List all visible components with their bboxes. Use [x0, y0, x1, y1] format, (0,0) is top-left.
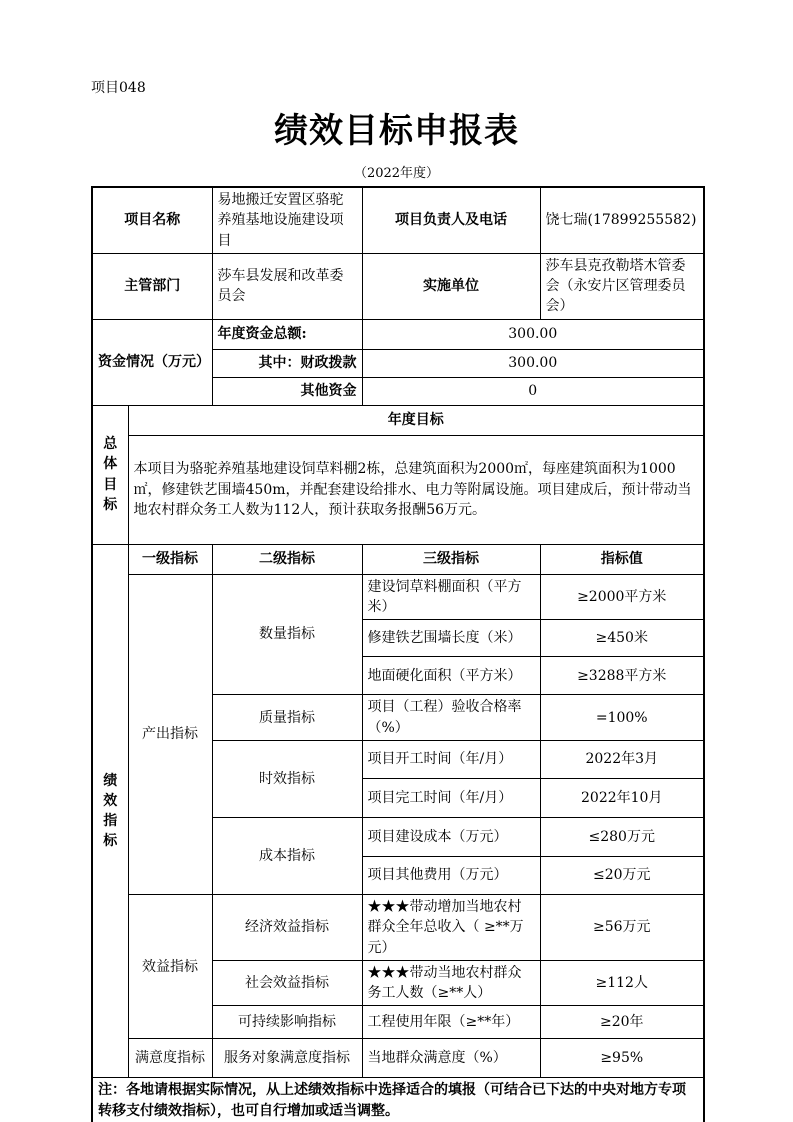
indicator-value-cell: ≤20万元: [540, 856, 704, 894]
col-header-level2: 二级指标: [212, 544, 362, 574]
overall-goal-label-line2: 目标: [103, 476, 118, 514]
performance-indicators-label-line2: 指标: [103, 813, 118, 850]
indicator-name-cell: ★★★带动增加当地农村群众全年总收入（ ≥**万元）: [362, 894, 540, 960]
level2-timeliness-cell: 时效指标: [212, 740, 362, 817]
level2-quality-cell: 质量指标: [212, 695, 362, 741]
indicator-name-cell: 工程使用年限（≥**年）: [362, 1006, 540, 1039]
page-title: 绩效目标申报表: [274, 111, 519, 151]
row-overall-goal-text: [92, 435, 704, 544]
row-dept: [92, 253, 704, 319]
level1-output-cell: 产出指标: [128, 574, 212, 894]
page-subtitle: （2022年度）: [353, 166, 440, 181]
indicator-name-cell: 项目其他费用（万元）: [362, 856, 540, 894]
performance-indicators-label-line1: 绩效: [103, 772, 118, 809]
funding-other-label: 其他资金: [212, 377, 362, 405]
funding-total-label: 年度资金总额:: [212, 319, 362, 349]
row-funding-total: [92, 319, 704, 349]
indicator-value-cell: ≥2000平方米: [540, 574, 704, 620]
row-annual-goal-header: [92, 405, 704, 435]
level2-social-cell: 社会效益指标: [212, 960, 362, 1006]
indicator-name-cell: 地面硬化面积（平方米）: [362, 657, 540, 695]
indicator-name-cell: 建设饲草料棚面积（平方米）: [362, 574, 540, 620]
level1-satisfaction-cell: 满意度指标: [128, 1039, 212, 1078]
funding-fiscal-label: 其中：财政拨款: [212, 349, 362, 377]
project-name-label: 项目名称: [92, 187, 212, 253]
project-name-value: 易地搬迁安置区骆驼养殖基地设施建设项目: [212, 187, 362, 253]
overall-goal-label: [92, 405, 128, 544]
performance-target-form: [91, 186, 705, 1122]
note-text: 注：各地请根据实际情况，从上述绩效指标中选择适合的填报（可结合已下达的中央对地方专项转移支付绩效指标），也可自行增加或适当调整。: [92, 1078, 704, 1122]
funding-total-value: 300.00: [362, 319, 704, 349]
col-header-level3: 三级指标: [362, 544, 540, 574]
funding-other-value: 0: [362, 377, 704, 405]
funding-section-label: 资金情况（万元）: [92, 319, 212, 405]
level2-service-satisfaction-cell: 服务对象满意度指标: [212, 1039, 362, 1078]
overall-goal-text: 本项目为骆驼养殖基地建设饲草料棚2栋，总建筑面积为2000㎡，每座建筑面积为1000㎡，修建铁艺围墙450m，并配套建设给排水、电力等附属设施。项目建成后，预计带动当地农村群众务工人数为112人，预计获取务报酬56万元。: [128, 435, 704, 544]
performance-indicators-label: [92, 544, 128, 1078]
indicator-name-cell: 当地群众满意度（%）: [362, 1039, 540, 1078]
dept-value: 莎车县发展和改革委员会: [212, 253, 362, 319]
indicator-value-cell: ≥3288平方米: [540, 657, 704, 695]
level2-sustainability-cell: 可持续影响指标: [212, 1006, 362, 1039]
row-note: [92, 1078, 704, 1122]
indicator-name-cell: ★★★带动当地农村群众务工人数（≥**人）: [362, 960, 540, 1006]
indicator-value-cell: 2022年10月: [540, 778, 704, 817]
indicator-name-cell: 项目完工时间（年/月）: [362, 778, 540, 817]
indicator-row: [92, 574, 704, 620]
doc-number: 项目048: [91, 80, 146, 96]
impl-unit-label: 实施单位: [362, 253, 540, 319]
indicator-value-cell: 2022年3月: [540, 740, 704, 778]
indicator-value-cell: ≤280万元: [540, 817, 704, 856]
impl-unit-value: 莎车县克孜勒塔木管委会（永安片区管理委员会）: [540, 253, 704, 319]
indicator-value-cell: ≥95%: [540, 1039, 704, 1078]
indicator-value-cell: ≥450米: [540, 620, 704, 657]
col-header-value: 指标值: [540, 544, 704, 574]
indicator-value-cell: =100%: [540, 695, 704, 741]
contact-value: 饶七瑞(17899255582): [540, 187, 704, 253]
indicator-name-cell: 项目（工程）验收合格率（%）: [362, 695, 540, 741]
indicator-value-cell: ≥20年: [540, 1006, 704, 1039]
indicator-row: [92, 894, 704, 960]
indicator-row: [92, 1039, 704, 1078]
level1-benefit-cell: 效益指标: [128, 894, 212, 1038]
dept-label: 主管部门: [92, 253, 212, 319]
col-header-level1: 一级指标: [128, 544, 212, 574]
row-indicator-headers: [92, 544, 704, 574]
level2-economic-cell: 经济效益指标: [212, 894, 362, 960]
indicator-name-cell: 修建铁艺围墙长度（米）: [362, 620, 540, 657]
contact-label: 项目负责人及电话: [362, 187, 540, 253]
indicator-value-cell: ≥112人: [540, 960, 704, 1006]
indicator-name-cell: 项目建设成本（万元）: [362, 817, 540, 856]
annual-goal-header: 年度目标: [128, 405, 704, 435]
row-project-name: [92, 187, 704, 253]
level2-quantity-cell: 数量指标: [212, 574, 362, 695]
indicator-name-cell: 项目开工时间（年/月）: [362, 740, 540, 778]
funding-fiscal-value: 300.00: [362, 349, 704, 377]
indicator-value-cell: ≥56万元: [540, 894, 704, 960]
overall-goal-label-line1: 总体: [103, 436, 118, 473]
level2-cost-cell: 成本指标: [212, 817, 362, 894]
